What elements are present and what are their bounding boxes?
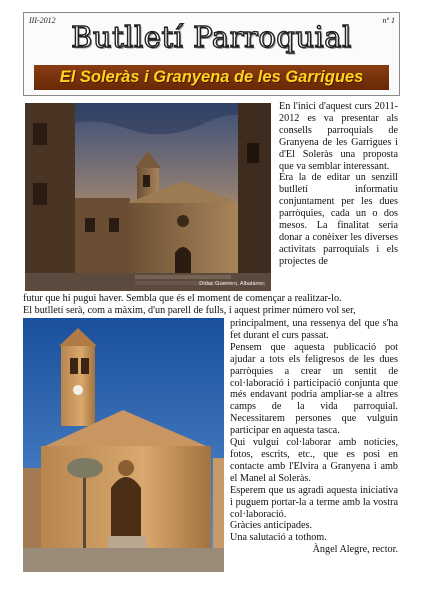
paragraph: Esperem que us agradi aquesta iniciativa i puguem portar-la a terme amb la vostra col·laboració. — [230, 484, 398, 520]
paragraph: Gràcies anticipades. — [230, 520, 313, 532]
signature: Àngel Alegre, rector. — [312, 544, 398, 556]
paragraph: principalment, una ressenya del que s'ha fet durant el curs passat. — [230, 318, 398, 341]
paragraph: Era la de editar un senzill butlletí informatiu conjuntament per les dues parròquies, cada un o dos mesos. La finalitat seria donar a conèixer les diverses activitats parroquials i els projectes de — [279, 172, 398, 267]
paragraph: El butlletí serà, com a màxim, d'un parell de fulls, i aquest primer número vol ser, — [23, 304, 356, 316]
closing-column — [230, 318, 398, 556]
photo-credit: Dídac Guerrero, Albatàrrec — [199, 281, 265, 287]
paragraph: Qui vulgui col·laborar amb notícies, fotos, escrits, etc., que es posi en contacte amb l'Elvira a Granyena i amb el Manel al Soleràs. — [230, 437, 398, 484]
issue-date: III-2012 — [29, 16, 56, 25]
paragraph: Una salutació a tothom. — [230, 532, 327, 544]
issue-number: nº 1 — [382, 16, 395, 25]
paragraph: Pensem que aquesta publicació pot ajudar a tots els feligresos de les dues parròquies a crear un sentit de col·laboració i participació conjunta que més endavant podria ampliar-se a altres camps de la vida parroquial. Necessitarem persones que vulguin participar en aquesta tasca. — [230, 341, 398, 437]
newsletter-title: Butlletí Parroquial — [71, 20, 352, 54]
paragraph: En l'inici d'aquest curs 2011-2012 es va presentar als consells parroquials de Granyena de les Garrigues i d'El Soleràs una proposta que va semblar interessant. — [279, 101, 398, 172]
photo-soleras-church — [25, 103, 271, 291]
subtitle-ribbon — [34, 65, 389, 90]
photo-granyena-church — [23, 318, 224, 572]
intro-column — [279, 101, 398, 268]
full-width-text — [23, 293, 398, 317]
masthead-box — [23, 12, 400, 96]
paragraph: futur que hi pugui haver. Sembla que és el moment de començar a realitzar-lo. — [23, 293, 342, 304]
newsletter-subtitle: El Soleràs i Granyena de les Garrigues — [59, 68, 364, 86]
